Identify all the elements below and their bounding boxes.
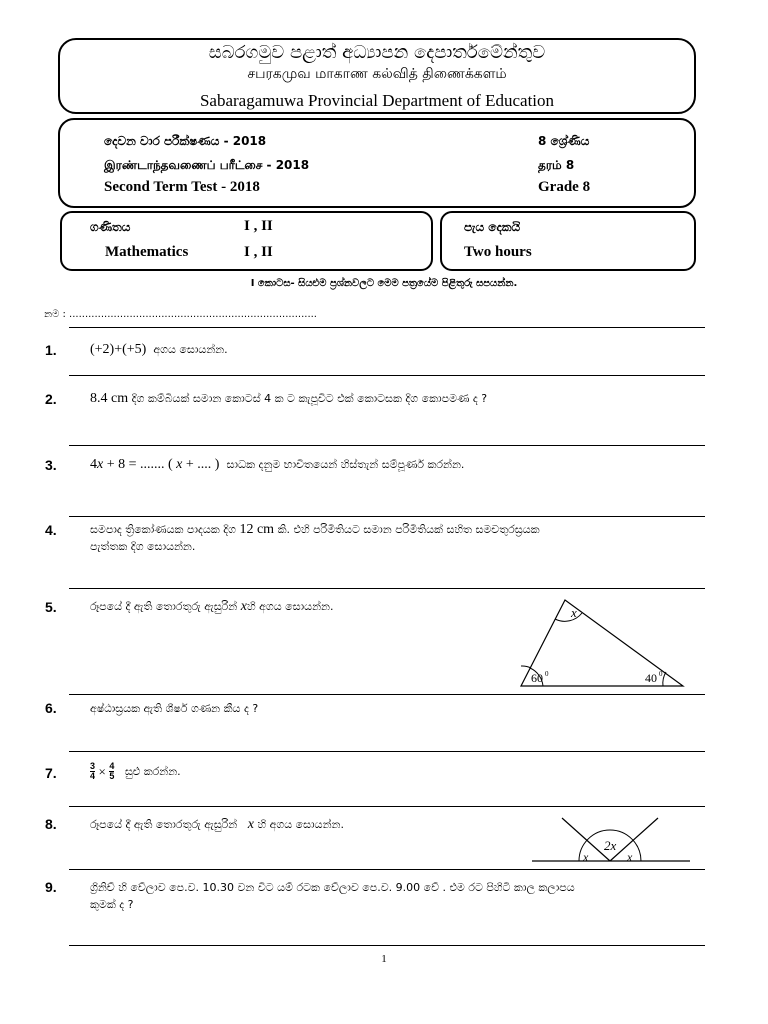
question-text: සමපාද ත්‍රිකෝණයක පාදයක දිග 12 cm කි. එහි පරිමිතියට සමාන පරිමිතියක් සහිත සමචතුරස්‍රයක පැත්තක දිග සොයන්න. — [90, 522, 540, 553]
subject-part-1: I , II — [244, 218, 273, 234]
question-number: 1. — [45, 342, 57, 358]
header-box — [58, 38, 696, 114]
degree-sup: 0 — [659, 670, 663, 678]
part-instruction: I කොටස- සියළුම ප්‍රශ්නවලට මෙම පත්‍රයේම පිළිතුරු සපයන්න. — [250, 278, 518, 289]
subject-sinhala: ගණිතය — [90, 220, 131, 234]
question-text: රූපයේ දී ඇති තොරතුරු ඇසුරින් x හි අගය සොයන්න. — [90, 817, 344, 832]
triangle-figure — [515, 594, 690, 690]
angle-label-right: x — [627, 850, 633, 864]
question-text: 4x + 8 = ....... ( x + .... ) සාධක දනුම භාවිතයෙන් හිස්තැන් සම්පූර්ණ කරන්න. — [90, 457, 465, 472]
subject-english: Mathematics — [105, 244, 189, 260]
answer-line — [69, 516, 705, 517]
question-number: 8. — [45, 816, 57, 832]
name-dotted-line: .............................................................................. — [69, 309, 317, 320]
answer-line — [69, 945, 705, 946]
angle-label-left: x — [583, 850, 589, 864]
question-number: 9. — [45, 879, 57, 895]
degree-sup: 0 — [545, 670, 549, 678]
duration-sinhala: පැය දෙකයි — [464, 220, 521, 234]
angle-label-left: 60 — [531, 671, 543, 685]
term-sinhala: දෙවන වාර පරීක්ෂණය - 2018 — [104, 134, 267, 148]
angles-on-line-figure — [532, 814, 692, 866]
answer-line — [69, 375, 705, 376]
angle-label-right: 40 — [645, 671, 657, 685]
answer-line — [69, 751, 705, 752]
grade-english: Grade 8 — [538, 179, 591, 195]
question-number: 5. — [45, 599, 57, 615]
answer-line — [69, 806, 705, 807]
name-row — [44, 309, 317, 320]
fraction: $\frac{4}{5}$ — [109, 761, 115, 781]
question-text: 8.4 cm දිග කම්බියක් සමාන කොටස් 4 ක ට කැපූවිට එක් කොටසක දිග කොපමණ ද ? — [90, 391, 488, 406]
answer-line — [69, 694, 705, 695]
divider-line — [69, 327, 705, 328]
term-english: Second Term Test - 2018 — [104, 179, 260, 195]
subject-part-2: I , II — [244, 244, 273, 260]
question-number: 7. — [45, 765, 57, 781]
question-text: අෂ්ඨාස්‍රයක ඇති ශීර්ෂ ගණන කීය ද ? — [90, 702, 259, 715]
header-english: Sabaragamuwa Provincial Department of Education — [199, 91, 555, 110]
page-number: 1 — [381, 953, 387, 965]
question-text: රූපයේ දී ඇති තොරතුරු ඇසුරින් xහි අගය සොයන්න. — [90, 599, 334, 614]
answer-line — [69, 869, 705, 870]
question-text: ග්‍රිනිච් හි වේලාව පෙ.ව. 10.30 වන විට යම් රටක වේලාව පෙ.ව. 9.00 වේ . එම රට පිහිටි කාල කලාපය කුමක් ද ? — [90, 881, 575, 911]
term-box — [58, 118, 696, 208]
answer-line — [69, 588, 705, 589]
angle-label-top: x — [571, 605, 577, 620]
grade-tamil: தரம் 8 — [538, 158, 575, 172]
duration-english: Two hours — [464, 244, 532, 260]
answer-line — [69, 445, 705, 446]
question-text: (+2)+(+5) අගය සොයන්න. — [90, 342, 228, 357]
term-tamil: இரண்டாந்தவணைப் பரீட்சை - 2018 — [104, 158, 310, 172]
question-number: 2. — [45, 391, 57, 407]
name-label: නම : — [44, 309, 66, 320]
fraction: $\frac{3}{4}$ — [90, 761, 96, 781]
header-sinhala: සබරගමුව පළාත් අධ්‍යාපන දෙපාර්තමේන්තුව — [208, 42, 546, 63]
question-number: 3. — [45, 457, 57, 473]
grade-sinhala: 8 ශ්‍රේණිය — [538, 134, 590, 148]
question-number: 4. — [45, 522, 57, 538]
header-tamil: சபரகமுவ மாகாண கல்வித் திணைக்களம் — [247, 66, 507, 82]
subject-box — [60, 211, 433, 271]
question-number: 6. — [45, 700, 57, 716]
duration-box — [440, 211, 696, 271]
angle-label-top: 2x — [604, 838, 617, 853]
question-text: $\frac{3}{4}$ × $\frac{4}{5}$ සුළු කරන්න. — [90, 761, 181, 781]
